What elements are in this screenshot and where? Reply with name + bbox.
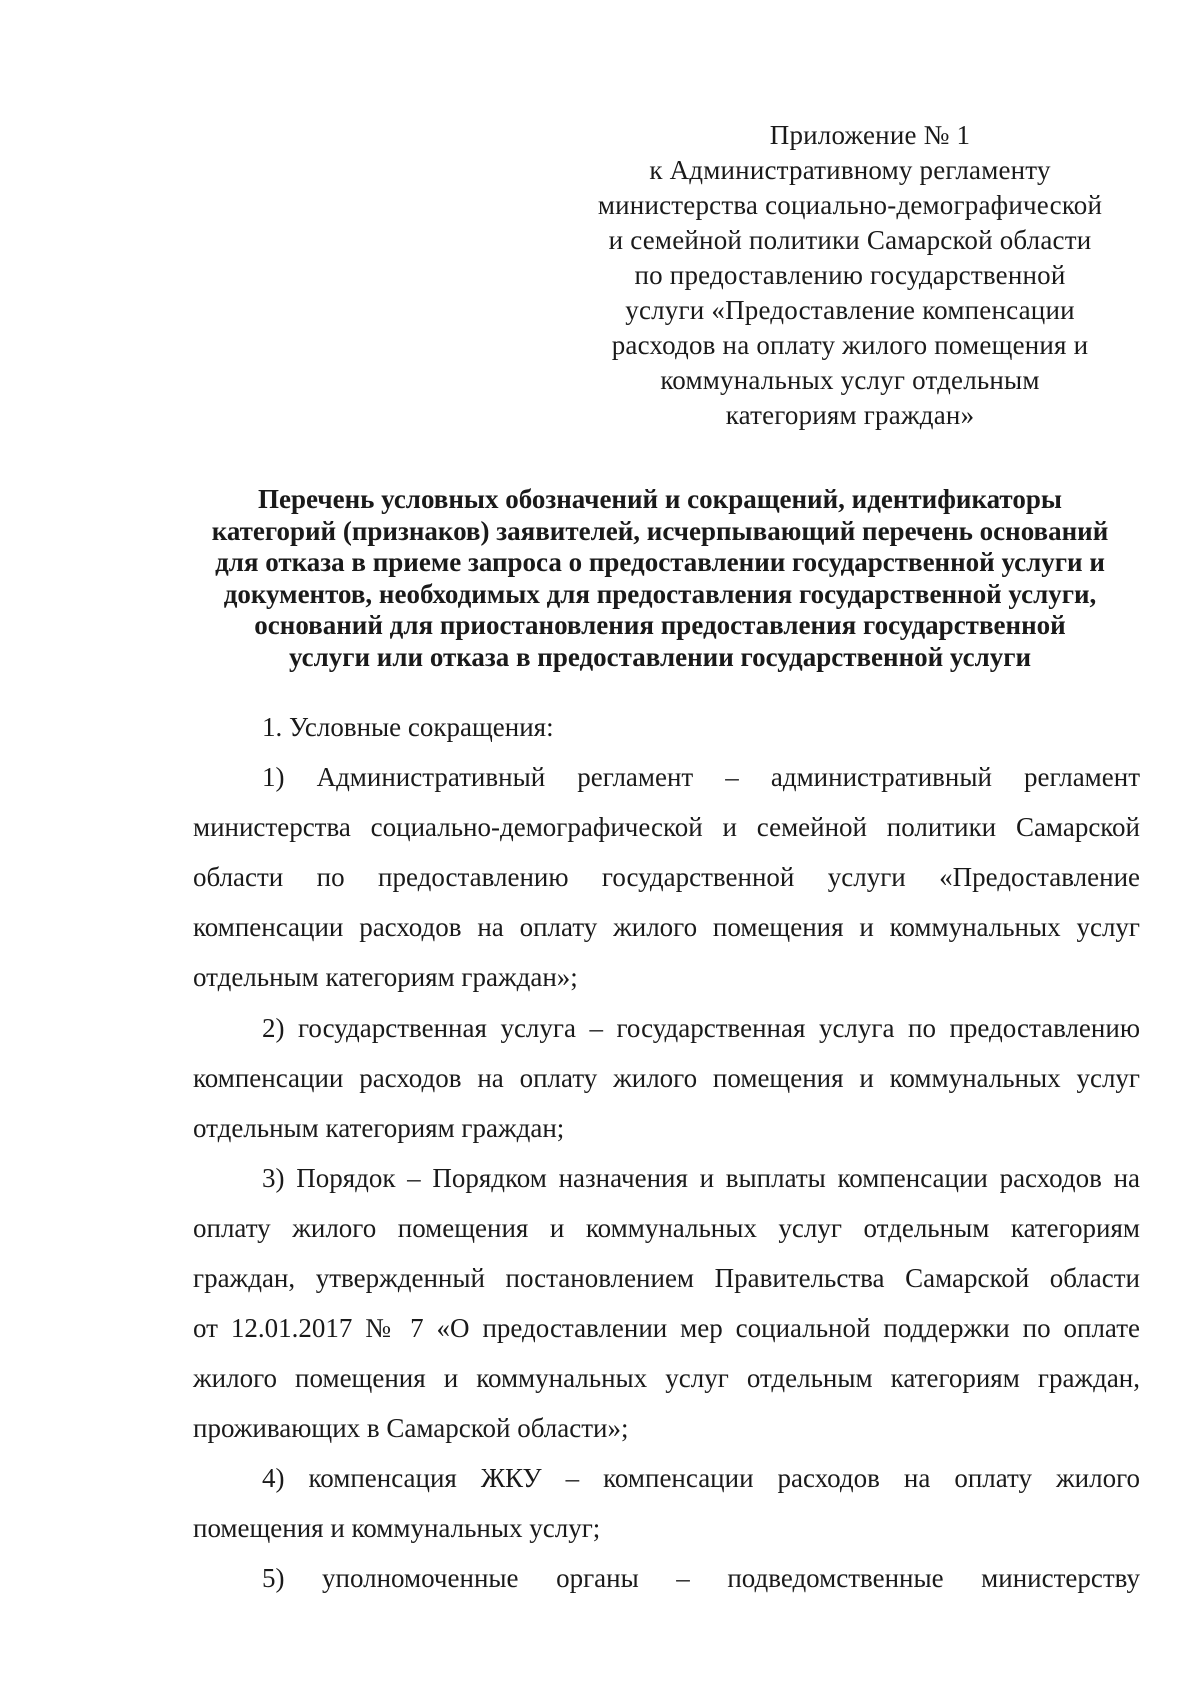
body-line: жилого помещения и коммунальных услуг отдельным категориям граждан,: [193, 1363, 1140, 1393]
body-line: 1) Административный регламент – административный регламент: [262, 762, 1140, 792]
body-line: 5) уполномоченные органы – подведомственные министерству: [262, 1563, 1140, 1593]
title-line: документов, необходимых для предоставления государственной услуги,: [223, 578, 1097, 609]
appendix-line: по предоставлению государственной: [634, 260, 1066, 290]
body-line: министерства социально-демографической и семейной политики Самарской: [193, 812, 1140, 842]
appendix-line: коммунальных услуг отдельным: [660, 365, 1040, 395]
section-heading: 1. Условные сокращения:: [262, 712, 554, 742]
appendix-line: услуги «Предоставление компенсации: [625, 295, 1075, 325]
title-line: для отказа в приеме запроса о предоставлении государственной услуги и: [215, 547, 1105, 577]
body-line: компенсации расходов на оплату жилого помещения и коммунальных услуг: [193, 1063, 1140, 1093]
appendix-line: категориям граждан»: [725, 400, 975, 430]
body-line: компенсации расходов на оплату жилого помещения и коммунальных услуг: [193, 912, 1140, 942]
body-line: области по предоставлению государственной услуги «Предоставление: [193, 862, 1140, 892]
body-line: от 12.01.2017 № 7 «О предоставлении мер социальной поддержки по оплате: [193, 1313, 1140, 1343]
appendix-line: к Административному регламенту: [649, 155, 1051, 185]
appendix-line: расходов на оплату жилого помещения и: [611, 330, 1089, 360]
body-line: отдельным категориям граждан;: [193, 1113, 565, 1143]
body-line: проживающих в Самарской области»;: [193, 1413, 629, 1443]
body-line: 2) государственная услуга – государственная услуга по предоставлению: [262, 1013, 1140, 1043]
body-line: оплату жилого помещения и коммунальных услуг отдельным категориям: [193, 1213, 1140, 1243]
title-line: оснований для приостановления предоставления государственной: [254, 610, 1066, 640]
body-line: граждан, утвержденный постановлением Правительства Самарской области: [193, 1263, 1140, 1293]
appendix-line: Приложение № 1: [769, 120, 971, 150]
body-line: 4) компенсация ЖКУ – компенсации расходов на оплату жилого: [262, 1463, 1140, 1493]
body-line: помещения и коммунальных услуг;: [193, 1513, 601, 1543]
body-line: отдельным категориям граждан»;: [193, 962, 578, 992]
body-line: 3) Порядок – Порядком назначения и выплаты компенсации расходов на: [262, 1163, 1140, 1193]
appendix-header: [560, 118, 1140, 433]
title-line: Перечень условных обозначений и сокращений, идентификаторы: [258, 484, 1062, 514]
appendix-line: министерства социально-демографической: [597, 190, 1103, 220]
document-title: [180, 484, 1140, 673]
title-line: услуги или отказа в предоставлении государственной услуги: [288, 641, 1032, 672]
appendix-line: и семейной политики Самарской области: [608, 225, 1092, 255]
title-line: категорий (признаков) заявителей, исчерпывающий перечень оснований: [211, 515, 1109, 546]
